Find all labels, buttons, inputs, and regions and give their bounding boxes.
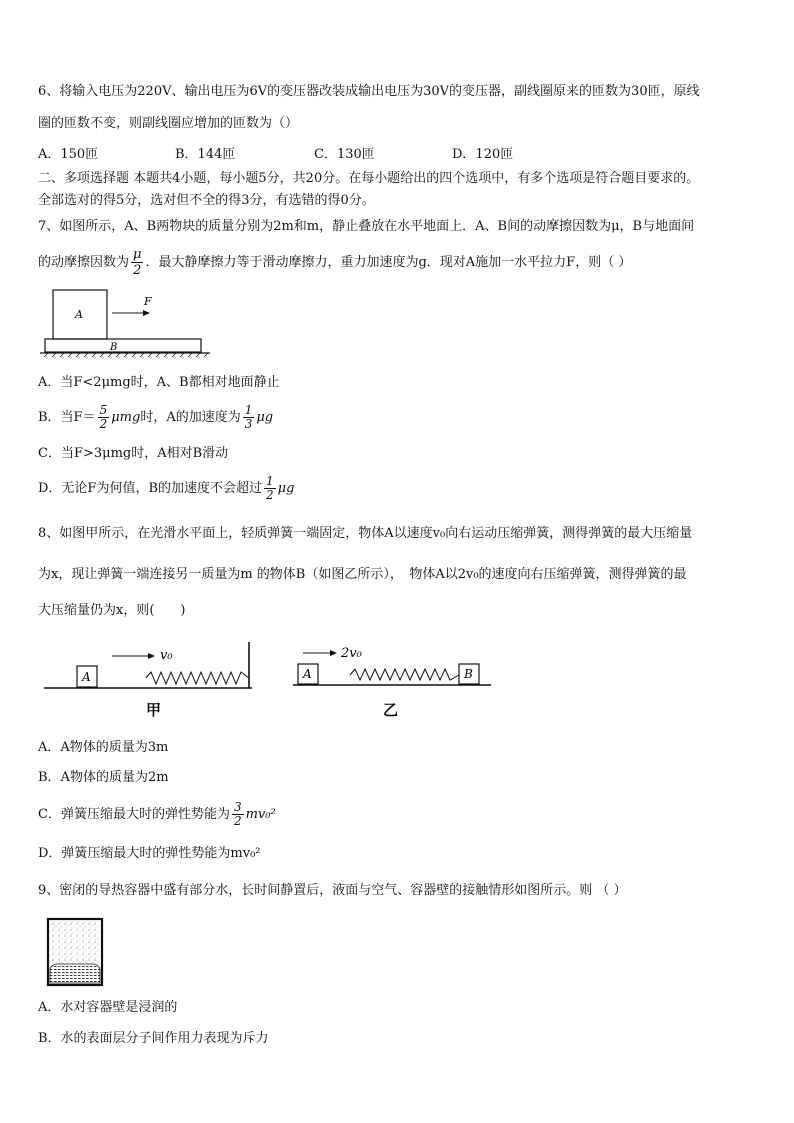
q8-left-spring: [146, 672, 249, 684]
q7-force-label: F: [144, 295, 152, 308]
q8-stem-line2: 为x，现让弹簧一端连接另一质量为m 的物体B（如图乙所示）， 物体A以2v₀的速度向右压缩弹簧，测得弹簧的最: [38, 567, 687, 582]
q8-right-caption: 乙: [383, 701, 399, 719]
q7-option-d-num: 1: [266, 474, 274, 488]
q7-option-b-force-num: 5: [99, 403, 108, 417]
q7-option-d-tail: μg: [277, 481, 295, 496]
q8-option-c-tail: mv₀²: [245, 807, 276, 822]
q7-block-b-shape: [45, 339, 201, 352]
q8-figure: [44, 640, 504, 720]
q8-option-b: B．A物体的质量为2m: [38, 770, 169, 785]
q7-figure: [40, 287, 220, 357]
q8-right-velocity-arrow-head: [330, 650, 337, 656]
q8-option-c-fraction: [232, 801, 244, 828]
q6-option-a: A．150匝: [38, 147, 99, 162]
q6-option-b: B．144匝: [175, 147, 236, 162]
q6-stem-line2: 圈的匝数不变，则副线圈应增加的匝数为（）: [38, 116, 299, 131]
q7-stem-line2-post: ．最大静摩擦力等于滑动摩擦力，重力加速度为g．现对A施加一水平拉力F，则（ ）: [145, 255, 632, 270]
q8-left-caption: 甲: [146, 701, 162, 719]
q7-option-b: [38, 401, 273, 435]
q7-option-b-force-tail: μmg: [111, 410, 141, 425]
q7-stem-line2-pre: 的动摩擦因数为: [38, 255, 130, 270]
section2-header-line2: 全部选对的得5分，选对但不全的得3分，有选错的得0分。: [38, 193, 375, 208]
q8-option-c-pre: C．弹簧压缩最大时的弹性势能为: [38, 807, 230, 822]
q7-mu-fraction: [131, 247, 143, 278]
q7-option-b-force-den: 2: [99, 417, 108, 431]
q6-option-c: C．130匝: [314, 147, 375, 162]
q8-right-velocity-label: 2v₀: [341, 646, 362, 661]
q8-left-block-a-label: A: [82, 670, 91, 684]
q8-left-velocity-arrow-head: [148, 653, 155, 659]
q7-option-b-acc-tail: μg: [256, 410, 274, 425]
section2-header-line1: 二、多项选择题 本题共4小题，每小题5分，共20分。在每小题给出的四个选项中，有多个选项是符合题目要求的。: [38, 171, 700, 186]
q9-option-a: A．水对容器壁是浸润的: [38, 1000, 178, 1015]
q7-block-b-label: B: [110, 342, 118, 353]
q9-container-figure: [46, 917, 106, 989]
q7-option-d-pre: D．无论F为何值，B的加速度不会超过: [38, 481, 262, 496]
q7-option-b-acc-num: 1: [244, 403, 253, 417]
q7-stem-line2: [38, 246, 631, 280]
q8-stem-line1: 8、如图甲所示，在光滑水平面上，轻质弹簧一端固定，物体A以速度v₀向右运动压缩弹簧，测得弹簧的最大压缩量: [38, 526, 693, 541]
q9-stem: 9、密闭的导热容器中盛有部分水，长时间静置后，液面与空气、容器壁的接触情形如图所示。则 （ ）: [38, 883, 627, 898]
q8-stem-line3: 大压缩量仍为x，则( ): [38, 603, 186, 618]
q8-right-block-a-label: A: [303, 667, 312, 681]
q9-option-b: B．水的表面层分子间作用力表现为斥力: [38, 1031, 269, 1046]
q6-stem-line1: 6、将输入电压为220V、输出电压为6V的变压器改装成输出电压为30V的变压器，副线圈原来的匝数为30匝，原线: [38, 84, 700, 99]
q7-option-c: C．当F>3μmg时，A相对B滑动: [38, 446, 229, 461]
q7-option-b-force-fraction: [98, 404, 110, 431]
q7-option-b-mid: 时，A的加速度为: [140, 410, 241, 425]
q7-option-d: [38, 472, 294, 506]
q7-block-a-label: A: [75, 308, 83, 321]
q7-option-b-acc-fraction: [243, 404, 255, 431]
q7-option-d-fraction: [264, 475, 276, 502]
q8-option-d: D．弹簧压缩最大时的弹性势能为mv₀²: [38, 846, 261, 861]
q9-air-region: [50, 921, 100, 964]
q8-option-c-den: 2: [233, 814, 242, 828]
q7-mu-den: 2: [133, 263, 142, 278]
q6-option-d: D．120匝: [452, 147, 514, 162]
q7-option-b-pre: B．当F＝: [38, 410, 96, 425]
q8-option-a: A．A物体的质量为3m: [38, 740, 169, 755]
q8-right-spring: [350, 669, 459, 680]
q7-ground-hatch: [44, 353, 208, 357]
q7-stem-line1: 7、如图所示，A、B两物块的质量分别为2m和m，静止叠放在水平地面上．A、B间的动摩擦因数为μ，B与地面间: [38, 219, 695, 234]
q8-option-c: [38, 798, 276, 832]
q8-left-velocity-label: v₀: [160, 648, 173, 663]
q7-option-b-acc-den: 3: [244, 417, 253, 431]
q6-options: [38, 146, 758, 164]
q9-water-region: [50, 964, 100, 983]
q7-mu-num: μ: [133, 247, 142, 262]
q7-force-arrow-head: [143, 310, 150, 316]
q8-right-block-b-label: B: [464, 667, 473, 681]
q8-option-c-num: 3: [233, 800, 242, 814]
q7-option-d-den: 2: [266, 488, 274, 502]
q7-option-a: A．当F<2μmg时，A、B都相对地面静止: [38, 375, 280, 390]
